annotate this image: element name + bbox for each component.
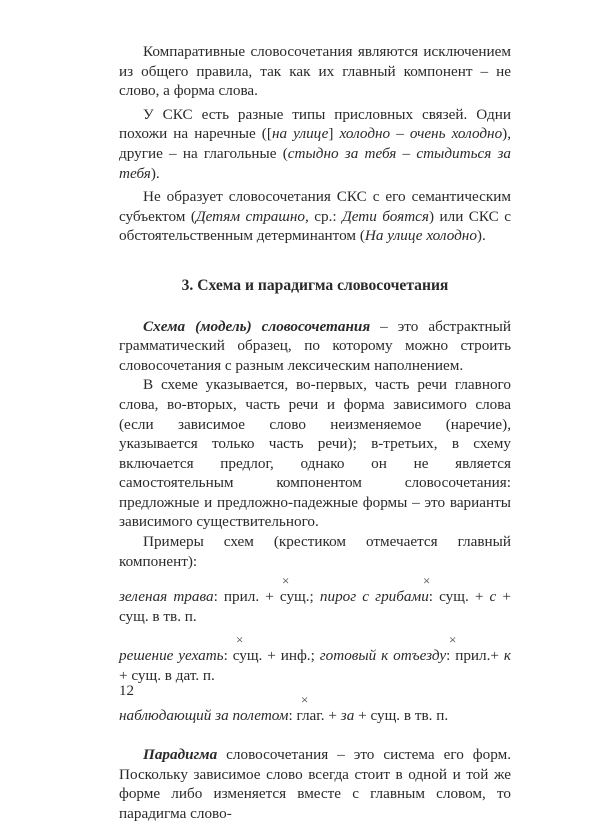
section-heading: 3. Схема и парадигма словосочетания (181, 276, 449, 294)
head-marker-row-3 (119, 690, 511, 706)
paragraph-not-forms: Не образует словосочетания СКС с его семантическим субъектом (Детям страшно, ср.: Дети боятся) или СКС с обстоятельственным детерминантом (На улице холодно). (119, 188, 511, 245)
head-marker: × (236, 632, 244, 648)
paragraph-examples-intro: Примеры схем (крестиком отмечается главный компонент): (119, 533, 511, 570)
example-schemes-2: решение уехать: сущ. + инф.; готовый к отъезду: прил.+ к + сущ. в дат. п. (119, 647, 511, 685)
page-body (119, 42, 511, 824)
head-marker: × (301, 691, 309, 707)
head-marker-row-1 (119, 571, 511, 587)
term-paradigm: Парадигма (143, 746, 218, 764)
head-marker: × (282, 573, 290, 589)
paragraph-paradigm: Парадигма словосочетания – это система его форм. Поскольку зависимое слово всегда стоит в одной и той же форме либо изменяется вместе с главным словом, то парадигма слово- (119, 746, 511, 822)
paragraph-scheme-details: В схеме указывается, во-первых, часть речи главного слова, во-вторых, часть речи и форма зависимого слова (если зависимое слово неизменяемое (наречие), указывается только часть речи); в-третьих, в схему включается предлог, однако он не является самостоятельным компонентом словосочетания: предложные и предложно-падежные формы – это варианты зависимого существительного. (119, 376, 511, 531)
head-marker-row-2 (119, 630, 511, 646)
paragraph-scheme-definition: Схема (модель) словосочетания – это абстрактный грамматический образец, по которому можно строить словосочетания с разным лексическим наполнением. (119, 317, 511, 374)
page-number: 12 (119, 683, 134, 699)
example-schemes-3: наблюдающий за полетом: глаг. + за + сущ. в тв. п. (119, 706, 449, 724)
example-schemes-1: зеленая трава: прил. + сущ.; пирог с грибами: сущ. + с + сущ. в тв. п. (119, 588, 511, 625)
term-scheme: Схема (модель) словосочетания (143, 317, 371, 335)
paragraph-comparative: Компаративные словосочетания являются исключением из общего правила, так как их главный компонент – не слово, а форма слова. (119, 43, 511, 100)
head-marker: × (449, 632, 457, 648)
paragraph-connection-types: У СКС есть разные типы присловных связей. Одни похожи на наречные ([на улице] холодно – очень холодно), другие – на глагольные (стыдно за тебя – стыдиться за тебя). (119, 105, 512, 182)
head-marker: × (423, 573, 431, 589)
